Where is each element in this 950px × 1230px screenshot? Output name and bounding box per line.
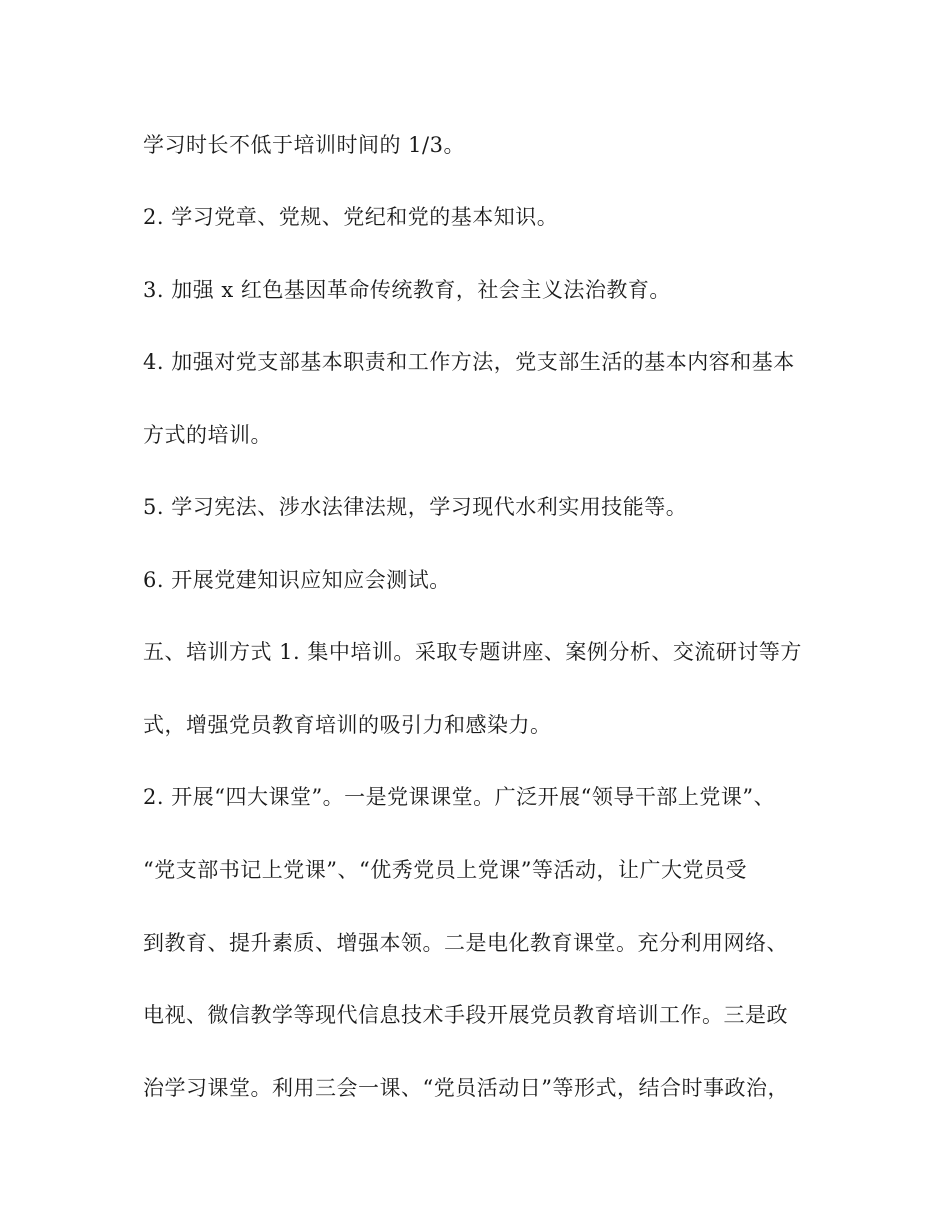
text-line: 方式的培训。: [143, 423, 272, 447]
text-line: “党支部书记上党课”、“优秀党员上党课”等活动，让广大党员受: [143, 858, 747, 882]
text-line: 电视、微信教学等现代信息技术手段开展党员教育培训工作。三是政: [143, 1003, 788, 1027]
text-line: 学习时长不低于培训时间的 1/3。: [143, 133, 465, 157]
text-line: 到教育、提升素质、增强本领。二是电化教育课堂。充分利用网络、: [143, 931, 788, 955]
text-line: 6. 开展党建知识应知应会测试。: [143, 568, 451, 592]
text-line: 治学习课堂。利用三会一课、“党员活动日”等形式，结合时事政治，: [143, 1076, 789, 1100]
text-line: 式，增强党员教育培训的吸引力和感染力。: [143, 713, 552, 737]
text-line: 4. 加强对党支部基本职责和工作方法，党支部生活的基本内容和基本: [143, 350, 795, 374]
text-line: 2. 开展“四大课堂”。一是党课课堂。广泛开展“领导干部上党课”、: [143, 785, 776, 809]
text-line: 2. 学习党章、党规、党纪和党的基本知识。: [143, 205, 559, 229]
text-line: 5. 学习宪法、涉水法律法规，学习现代水利实用技能等。: [143, 495, 688, 519]
text-line: 五、培训方式 1. 集中培训。采取专题讲座、案例分析、交流研讨等方: [143, 640, 802, 664]
text-line: 3. 加强 x 红色基因革命传统教育，社会主义法治教育。: [143, 278, 671, 302]
